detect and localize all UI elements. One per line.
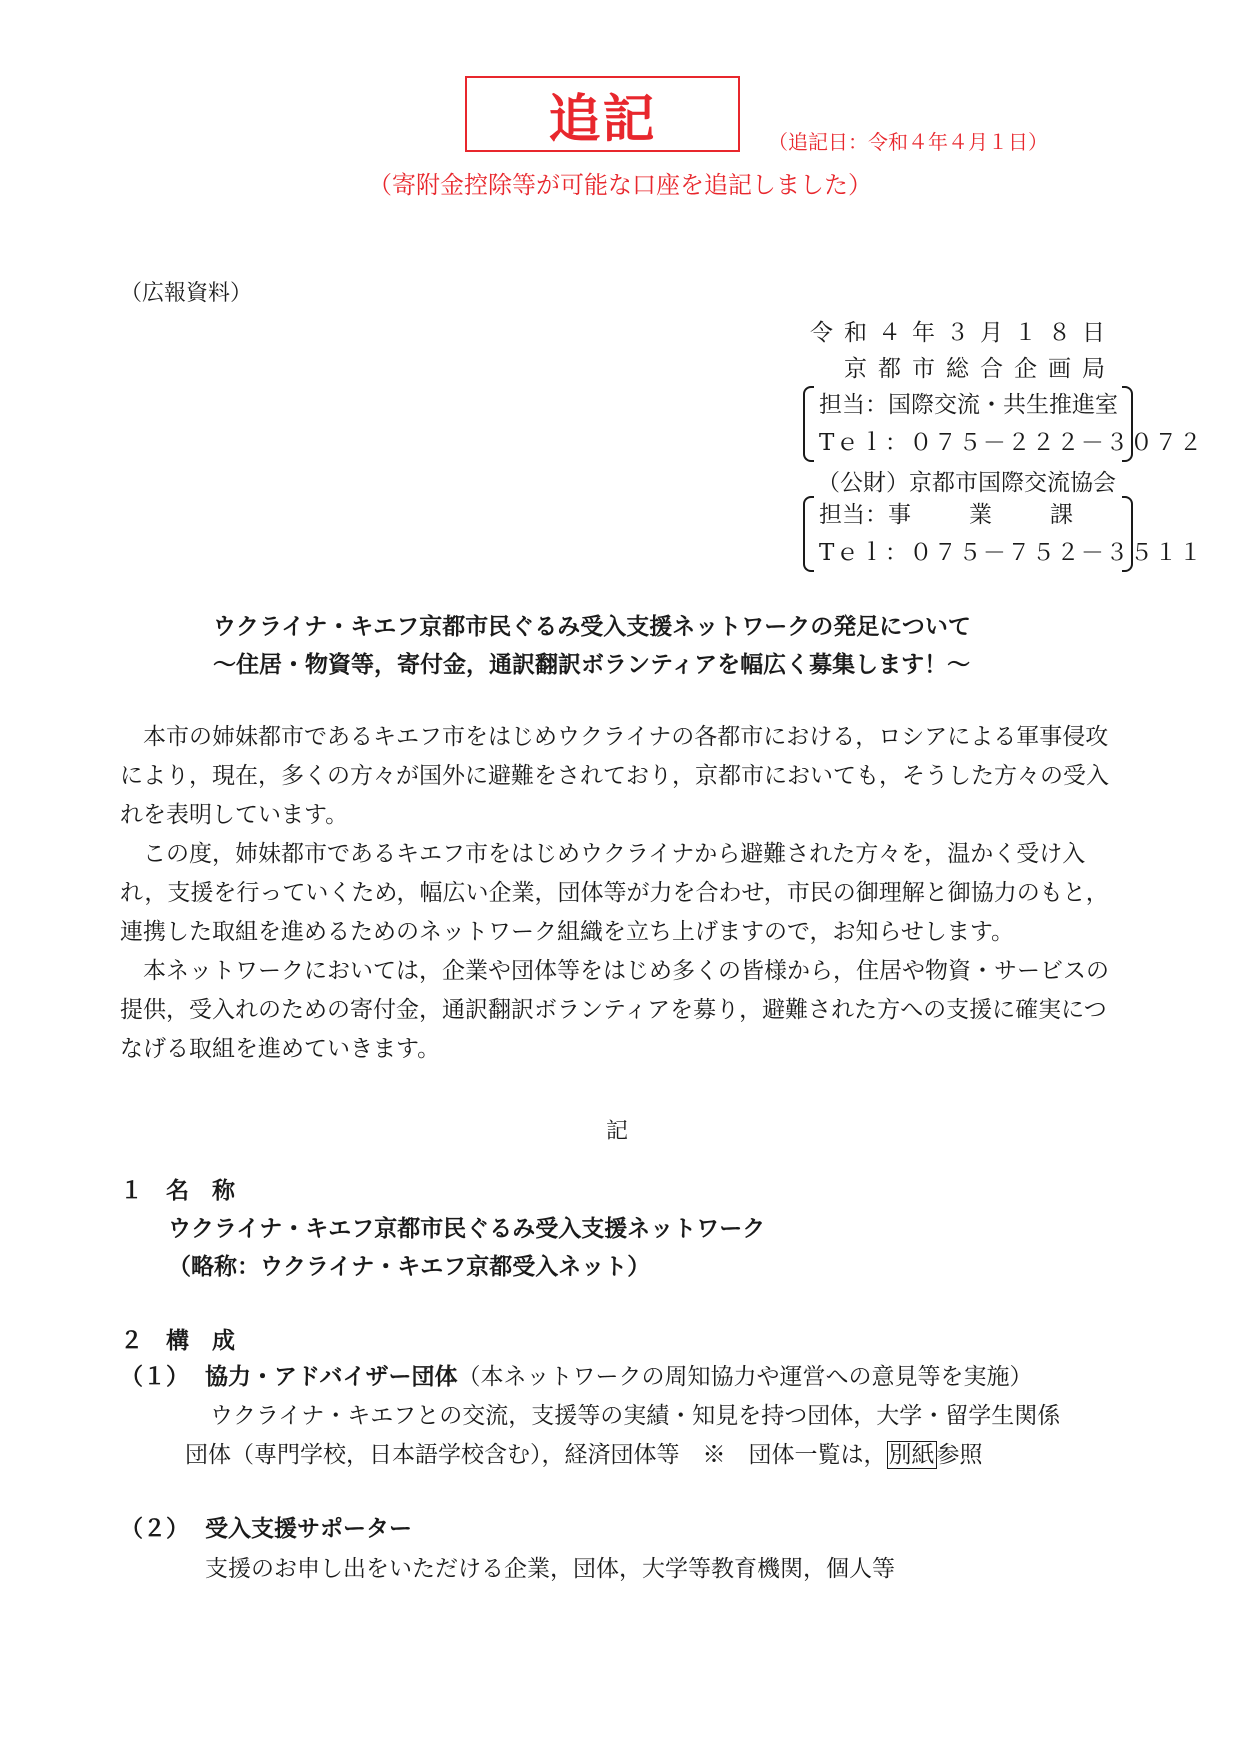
- bracket-right: [1122, 496, 1133, 572]
- item-1-description-2: [185, 1436, 983, 1469]
- item-1-label: 協力・アドバイザー団体: [205, 1364, 458, 1390]
- network-abbreviation: （略称：ウクライナ・キエフ京都受入ネット）: [168, 1254, 651, 1280]
- bracket-left: [803, 496, 814, 572]
- attachment-reference: 別紙: [888, 1442, 935, 1468]
- ki-marker: 記: [606, 1119, 629, 1144]
- paragraph-3: 本ネットワークにおいては，企業や団体等をはじめ多くの皆様から，住居や物資・サービスの提供，受入れのための寄付金，通訳翻訳ボランティアを募り，避難された方への支援に確実につなげる取組を進めていきます。: [120, 958, 1109, 1062]
- bracket-left: [803, 386, 814, 462]
- addendum-date: （追記日：令和４年４月１日）: [768, 130, 1048, 154]
- item-2-number: （２）: [120, 1516, 189, 1542]
- addendum-title: 追記: [548, 88, 657, 150]
- paragraph-2: この度，姉妹都市であるキエフ市をはじめウクライナから避難された方々を，温かく受け入れ，支援を行っていくため，幅広い企業，団体等が力を合わせ，市民の御理解と御協力のもと，連携した取組を進めるためのネットワーク組織を立ち上げますので，お知らせします。: [120, 841, 1109, 945]
- contact-person: 担当：国際交流・共生推進室: [819, 392, 1118, 418]
- contact-tel: Tｅｌ：０７５－７５２－３５１１: [819, 540, 1204, 566]
- association-name: （公財）京都市国際交流協会: [817, 470, 1116, 496]
- section-1-heading: １ 名 称: [120, 1178, 235, 1204]
- item-1-description-1: ウクライナ・キエフとの交流，支援等の実績・知見を持つ団体，大学・留学生関係: [210, 1403, 1061, 1429]
- item-1-number: （１）: [120, 1364, 189, 1390]
- paragraph-1: 本市の姉妹都市であるキエフ市をはじめウクライナの各都市における，ロシアによる軍事侵攻により，現在，多くの方々が国外に避難をされており，京都市においても，そうした方々の受入れを表明しています。: [120, 724, 1109, 828]
- contact-department: 事 業 課: [888, 502, 1077, 528]
- contact-block-city: [803, 384, 1204, 462]
- bracket-right: [1122, 386, 1133, 462]
- addendum-note: （寄附金控除等が可能な口座を追記しました）: [368, 171, 872, 199]
- item-1-description-2b: 参照: [936, 1442, 983, 1468]
- item-2-description: 支援のお申し出をいただける企業，団体，大学等教育機関，個人等: [205, 1556, 895, 1582]
- contact-block-association: [803, 494, 1204, 572]
- item-1-line: [120, 1358, 1033, 1391]
- section-2-heading: ２ 構 成: [120, 1328, 235, 1354]
- item-2-label: 受入支援サポーター: [205, 1516, 412, 1542]
- item-2-line: [120, 1510, 412, 1543]
- contact-person-prefix: 担当：: [819, 502, 888, 528]
- body-text: [120, 718, 1120, 1069]
- addendum-box: [465, 76, 740, 152]
- press-release-label: （広報資料）: [120, 281, 253, 306]
- item-1-description-2a: 団体（専門学校，日本語学校含む），経済団体等 ※ 団体一覧は，: [185, 1442, 887, 1468]
- title-line-2: ～住居・物資等，寄付金，通訳翻訳ボランティアを幅広く募集します！～: [213, 652, 971, 678]
- release-date: 令和４年３月１８日: [810, 320, 1116, 346]
- contact-person: [819, 496, 1077, 529]
- item-1-note: （本ネットワークの周知協力や運営への意見等を実施）: [457, 1364, 1033, 1390]
- title-line-1: ウクライナ・キエフ京都市民ぐるみ受入支援ネットワークの発足について: [213, 614, 971, 640]
- contact-tel: Tｅｌ：０７５－２２２－３０７２: [819, 430, 1204, 456]
- network-name: ウクライナ・キエフ京都市民ぐるみ受入支援ネットワーク: [168, 1216, 766, 1242]
- issuing-bureau: 京都市総合企画局: [844, 356, 1116, 382]
